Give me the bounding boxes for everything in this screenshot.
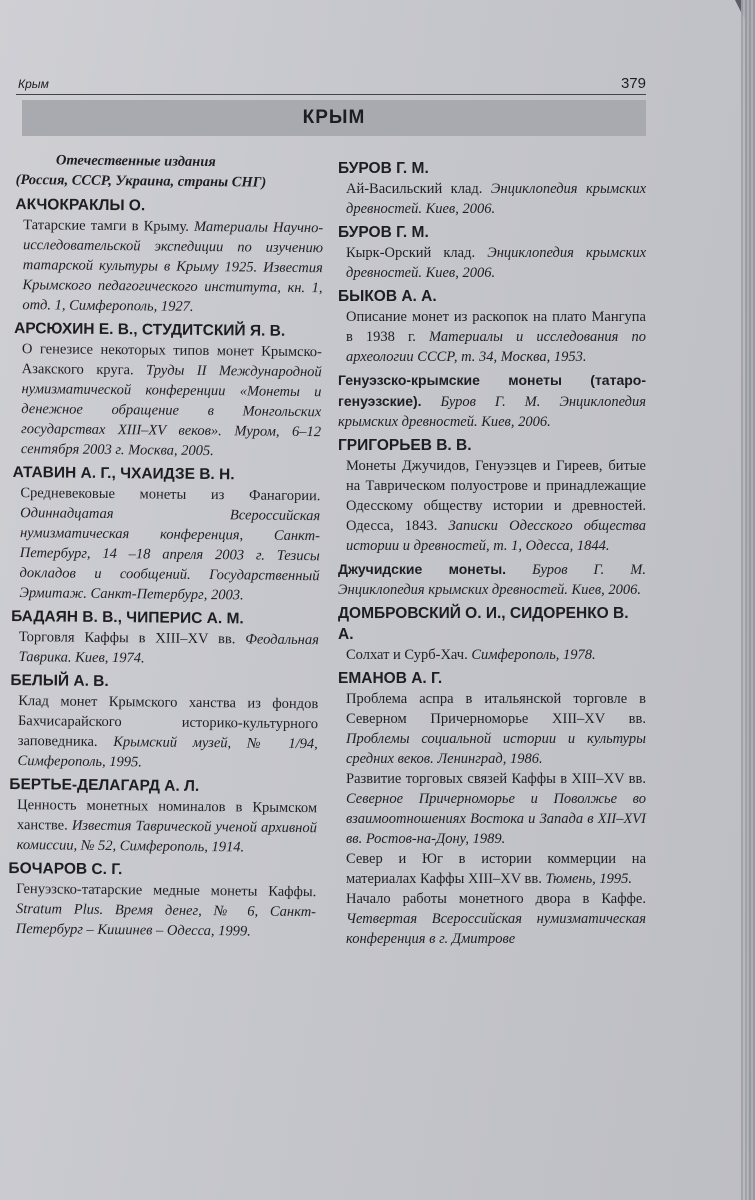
entry-title: Генуэзско-татарские медные монеты Каффы. [16,881,317,901]
entry-source: Буров Г. М. Энциклопедия крымских древностей. Киев, 2006. [338,562,647,598]
entry-title: Ценность монетных номиналов в Крымском ханстве. [16,797,318,834]
subheading: Отечественные издания (Россия, СССР, Украина, страны СНГ) [15,152,267,191]
bib-entry [338,286,646,367]
entry-source: Stratum Plus. Время денег, № 6, Санкт-Петербург – Кишинев – Одесса, 1999. [15,901,317,940]
entry-source: Тюмень, 1995. [545,871,633,887]
entry-source: Энциклопедия крымских древностей. Киев, 2006. [346,245,647,281]
entry-source: Феодальная Таврика. Киев, 1974. [18,631,319,667]
entry-reference [11,627,319,670]
entry-reference [338,307,646,367]
entry-title: Монеты Джучидов, Генуэзцев и Гиреев, битые на Таврическом полуострове и принадлежащие Одесскому обществу истории и древностей. Одесса, 1843. [346,458,646,534]
bib-entry [11,462,320,606]
entry-source: Материалы Научно-исследовательской экспедиции по изучению татарской культуры в Крыму 1925. Известия Крымского педагогического института, кн. 1, отд. 1, Симферополь, 1927. [22,218,324,315]
bib-entry [13,318,322,462]
entry-source: Крымский музей, № 1/94, Симферополь, 1995. [17,734,318,771]
entry-author: БУРОВ Г. М. [338,224,429,241]
entry-author: БАДАЯН В. В., ЧИПЕРИС А. М. [11,607,244,628]
entry-title: Север и Юг в истории коммерции на материалах Каффы XIII–XV вв. [346,851,646,887]
bib-entry [338,222,646,283]
entry-inline-title: Генуэзско-крымские монеты (татаро-генуэзские). [338,372,646,409]
entry-source: Буров Г. М. Энциклопедия крымских древностей. Киев, 2006. [338,394,647,430]
entry-reference [11,483,320,606]
entry-author: БУРОВ Г. М. [338,160,429,177]
bib-entry [338,559,646,600]
entry-author: БОЧАРОВ С. Г. [8,859,123,879]
bib-entry [9,670,318,774]
right-column [338,158,646,952]
bib-entry [338,435,646,556]
entry-reference [338,689,646,769]
bib-entry [338,158,646,219]
entry-reference [338,370,646,432]
entry-reference [13,339,322,462]
entry-source: Известия Таврической ученой архивной комиссии, № 52, Симферополь, 1914. [16,817,318,856]
entry-title: Клад монет Крымского ханства из фондов Бахчисарайского историко-культурного заповедника. [17,693,319,750]
bib-entry [14,194,323,318]
entry-reference [14,215,323,318]
entry-reference [9,691,318,774]
entry-reference [338,849,646,889]
entry-author: ЕМАНОВ А. Г. [338,670,443,687]
entry-reference [338,645,646,665]
entry-author: ГРИГОРЬЕВ В. В. [338,437,472,454]
entry-source: Симферополь, 1978. [471,647,596,663]
entry-reference [338,889,646,949]
section-title-bar [22,100,646,136]
entry-reference [338,456,646,556]
bib-entry [8,858,317,942]
entry-title: Средневековые монеты из Фанагории. [20,485,321,505]
entry-source: Одиннадцатая Всероссийская нумизматическая конференция, Санкт-Петербург, 14 –18 апреля 2003 г. Тезисы докладов и сообщений. Государственный Эрмитаж. Санкт-Петербург, 2003. [19,505,321,604]
entry-source: Материалы и исследования по археологии СССР, т. 34, Москва, 1953. [346,329,646,365]
entry-title: Торговля Каффы в XIII–XV вв. [18,629,236,648]
entry-author: АКЧОКРАКЛЫ О. [15,195,146,215]
entry-reference [338,769,646,849]
entry-source: Труды II Международной нумизматической конференции «Монеты и денежное обращение в Монгольских государствах XIII–XV веков». Муром, 6–12 сентября 2003 г. Москва, 2005. [20,362,322,460]
entry-title: Татарские тамги в Крыму. [23,217,189,235]
bib-entry [338,668,646,949]
entry-author: АТАВИН А. Г., ЧХАИДЗЕ В. Н. [12,463,235,484]
page-stack-edge [741,0,755,1200]
entry-reference [9,795,318,858]
entry-source: Записки Одесского общества истории и древностей, т. 1, Одесса, 1844. [346,518,646,554]
entry-reference [8,879,317,942]
entry-author: АРСЮХИН Е. В., СТУДИТСКИЙ Я. В. [14,319,286,340]
entry-author: БЫКОВ А. А. [338,288,437,305]
entry-source: Четвертая Всероссийская нумизматическая конференция в г. Дмитрове [346,911,646,947]
entry-title: Описание монет из раскопок на плато Мангупа в 1938 г. [346,309,646,345]
page-number: 379 [620,75,646,92]
bib-entry [338,603,646,665]
entry-inline-title: Джучидские монеты. [338,561,507,577]
section-title: КРЫМ [302,107,366,128]
entry-source: Северное Причерноморье и Поволжье во взаимоотношениях Востока и Запада в XII–XVI вв. Ростов-на-Дону, 1989. [346,791,646,847]
running-head-section: Крым [18,77,49,91]
running-head [16,72,646,95]
entry-reference [338,559,646,600]
entry-title: Кырк-Орский клад. [346,245,476,261]
entry-reference [338,179,646,219]
entry-title: О генезисе некоторых типов монет Крымско-Азакского круга. [21,341,322,379]
entry-title: Развитие торговых связей Каффы в XIII–XV вв. [346,771,646,787]
bib-entry [9,774,318,858]
entry-source: Проблемы социальной истории и культуры средних веков. Ленинград, 1986. [346,731,646,767]
entry-title: Ай-Васильский клад. [346,181,483,197]
entry-author: БЕРТЬЕ-ДЕЛАГАРД А. Л. [9,775,200,795]
entry-reference [338,243,646,283]
entry-author: ДОМБРОВСКИЙ О. И., СИДОРЕНКО В. А. [338,605,629,643]
entry-title: Солхат и Сурб-Хач. [346,647,468,663]
entry-title: Начало работы монетного двора в Каффе. [346,891,646,907]
entry-title: Проблема аспра в итальянской торговле в Северном Причерноморье XIII–XV вв. [346,691,646,727]
bib-entry [338,370,646,432]
bib-entry [11,606,320,670]
left-column [8,150,324,945]
entry-author: БЕЛЫЙ А. В. [10,671,109,690]
entry-source: Энциклопедия крымских древностей. Киев, 2006. [346,181,647,217]
